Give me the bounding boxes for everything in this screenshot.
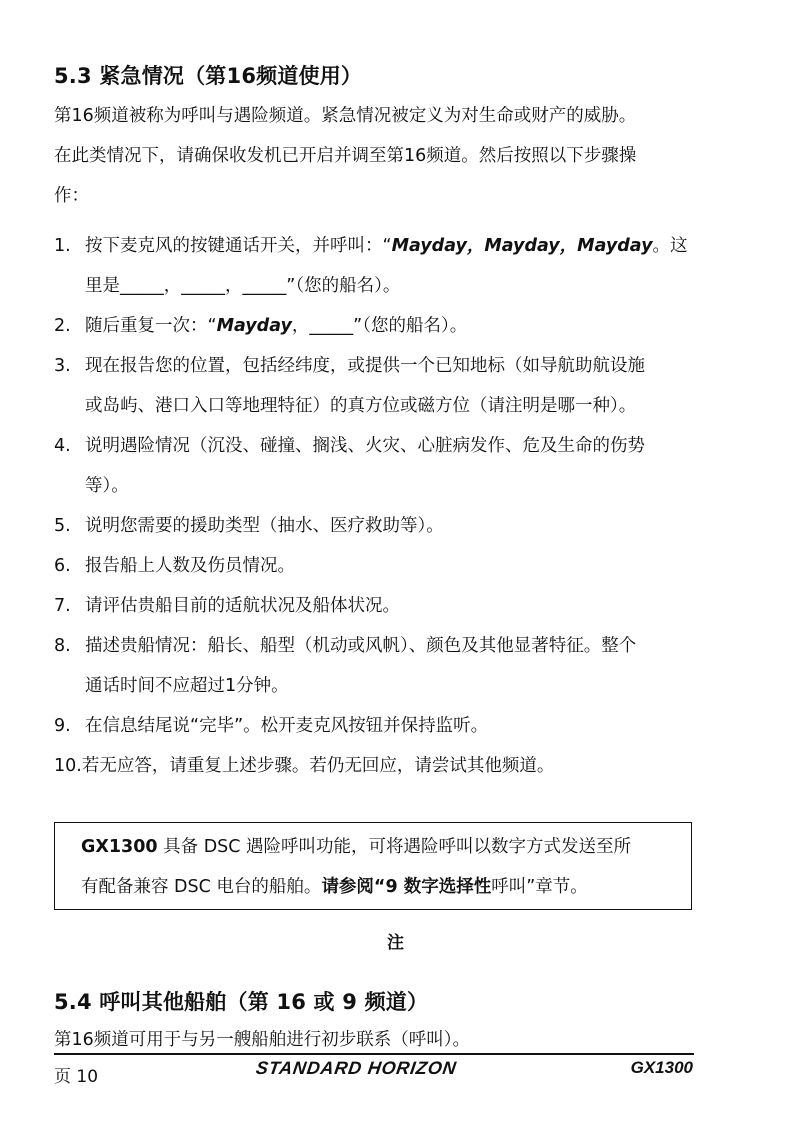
note-line-1 xyxy=(81,827,665,867)
note-reference: 请参阅“9 数字选择性 xyxy=(321,877,492,897)
step-text-line-2: 里是_____，_____，_____”（您的船名）。 xyxy=(85,276,401,296)
step-number: 2. xyxy=(54,316,71,336)
step-text: 说明您需要的援助类型（抽水、医疗救助等）。 xyxy=(85,516,444,536)
step-text-tail: ，_____”（您的船名）。 xyxy=(291,316,468,336)
step-text: 随后重复一次：“ xyxy=(85,316,217,336)
list-item xyxy=(54,626,696,706)
intro-paragraph xyxy=(54,96,696,216)
step-text: 报告船上人数及伤员情况。 xyxy=(85,556,295,576)
list-item xyxy=(54,546,696,586)
list-item xyxy=(54,226,696,306)
intro-line-2: 在此类情况下，请确保收发机已开启并调至第16频道。然后按照以下步骤操 xyxy=(54,146,637,166)
footer-divider xyxy=(54,1053,694,1055)
step-text: 若无应答，请重复上述步骤。若仍无回应，请尝试其他频道。 xyxy=(81,756,555,776)
step-text-tail: 。这 xyxy=(652,236,688,256)
section-title-5-4: 5.4 呼叫其他船舶（第 16 或 9 频道） xyxy=(54,990,429,1014)
step-text: 按下麦克风的按键通话开关，并呼叫：“ xyxy=(85,236,392,256)
note-text-tail: 呼叫”章节。 xyxy=(491,877,588,897)
emergency-steps-list xyxy=(54,226,696,786)
step-text: 在信息结尾说“完毕”。松开麦克风按钮并保持监听。 xyxy=(85,716,489,736)
step-emphasis: Mayday xyxy=(216,316,292,336)
step-number: 4. xyxy=(54,436,71,456)
step-number: 5. xyxy=(54,516,71,536)
step-number: 9. xyxy=(54,716,71,736)
note-label: 注 xyxy=(387,933,404,953)
step-number: 1. xyxy=(54,236,71,256)
brand-logo: STANDARD HORIZON xyxy=(254,1058,458,1078)
list-item xyxy=(54,346,696,426)
step-number: 6. xyxy=(54,556,71,576)
list-item xyxy=(54,506,696,546)
step-text-line-2: 或岛屿、港口入口等地理特征）的真方位或磁方位（请注明是哪一种）。 xyxy=(85,396,637,416)
section-title-5-3: 5.3 紧急情况（第16频道使用） xyxy=(54,64,363,88)
step-text: 请评估贵船目前的适航状况及船体状况。 xyxy=(85,596,400,616)
note-text: 有配备兼容 DSC 电台的船舶。 xyxy=(81,877,322,897)
note-model: GX1300 xyxy=(81,837,158,857)
list-item xyxy=(54,306,696,346)
footer-model: GX1300 xyxy=(630,1058,693,1077)
note-box xyxy=(54,822,692,910)
step-number: 10. xyxy=(54,756,82,776)
page-number: 页 10 xyxy=(54,1067,99,1087)
step-number: 7. xyxy=(54,596,71,616)
list-item xyxy=(54,586,696,626)
step-text-line-2: 通话时间不应超过1分钟。 xyxy=(85,676,289,696)
step-number: 8. xyxy=(54,636,71,656)
step-text: 现在报告您的位置，包括经纬度，或提供一个已知地标（如导航助航设施 xyxy=(85,356,645,376)
note-line-2 xyxy=(81,867,665,907)
step-number: 3. xyxy=(54,356,71,376)
list-item xyxy=(54,746,696,786)
step-text-line-2: 等）。 xyxy=(85,476,129,496)
section-5-4-intro: 第16频道可用于与另一艘船舶进行初步联系（呼叫）。 xyxy=(54,1030,471,1050)
note-text: 具备 DSC 遇险呼叫功能，可将遇险呼叫以数字方式发送至所 xyxy=(157,837,632,857)
list-item xyxy=(54,706,696,746)
step-text: 说明遇险情况（沉没、碰撞、搁浅、火灾、心脏病发作、危及生命的伤势 xyxy=(85,436,645,456)
intro-line-1: 第16频道被称为呼叫与遇险频道。紧急情况被定义为对生命或财产的威胁。 xyxy=(54,106,637,126)
intro-line-3: 作： xyxy=(54,186,89,206)
list-item xyxy=(54,426,696,506)
step-emphasis: Mayday，Mayday，Mayday xyxy=(391,236,653,256)
step-text: 描述贵船情况：船长、船型（机动或风帆）、颜色及其他显著特征。整个 xyxy=(85,636,637,656)
